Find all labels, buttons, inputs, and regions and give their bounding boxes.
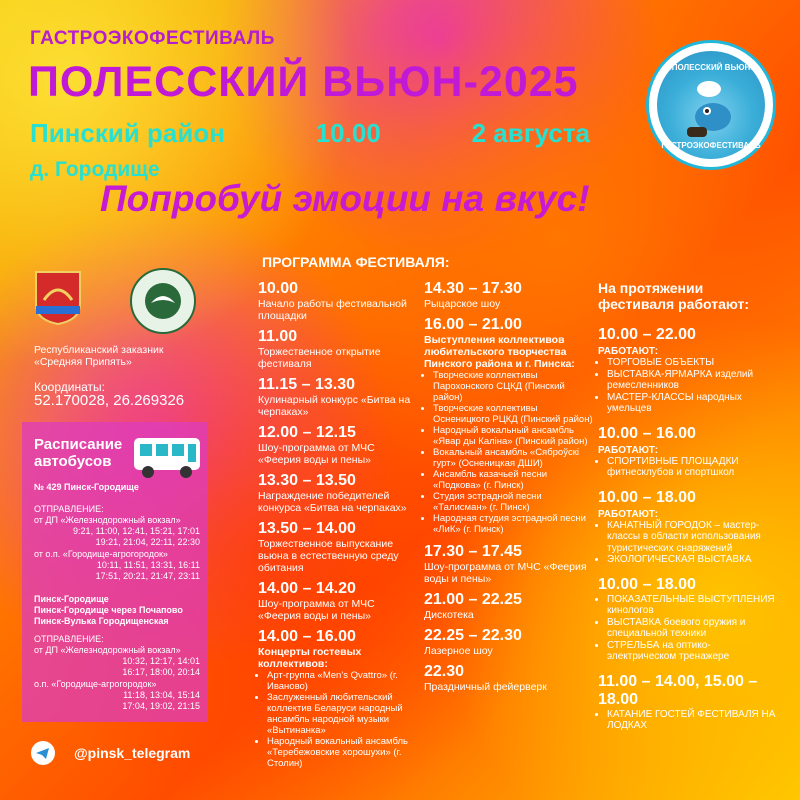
program-time: 22.30	[424, 663, 465, 680]
festival-title: ПОЛЕССКИЙ ВЬЮН-2025	[28, 58, 579, 106]
ongoing-block	[598, 425, 776, 479]
program-item	[258, 472, 418, 514]
bird-icon	[143, 281, 183, 321]
from-station-2: от ДП «Железнодорожный вокзал»	[34, 645, 181, 655]
program-time: 17.30 – 17.45	[424, 543, 522, 560]
list-item: • ТОРГОВЫЕ ОБЪЕКТЫ	[607, 357, 776, 369]
bus-icon	[132, 434, 204, 482]
program-item	[258, 520, 418, 574]
program-column-1	[258, 280, 418, 775]
times-gorodishche-2: 17:51, 20:21, 21:47, 23:11	[95, 571, 200, 581]
list-item: • ПОКАЗАТЕЛЬНЫЕ ВЫСТУПЛЕНИЯ кинологов	[607, 594, 776, 617]
program-item	[424, 591, 594, 621]
telegram-handle: @pinsk_telegram	[74, 745, 191, 761]
start-time: 10.00	[315, 118, 381, 148]
ongoing-block	[598, 673, 776, 732]
times-gorodishche-3: 11:18, 13:04, 15:14	[123, 690, 200, 700]
logo-top-text: «ПОЛЕССКИЙ ВЬЮН»	[667, 63, 755, 72]
list-item: • Народный вокальный ансамбль «Явар ды Каліна» (Пинский район)	[433, 425, 594, 447]
program-item: 16.00 – 21.00 Выступления коллективов любительского творчества Пинского района и г. Пинска: • Творческие коллективы Парохонского СЦКД (Пинский район) • Творческие коллективы Осненицкого РЦКД (Пинский район) • Народный вокальный ансамбль «Явар ды Каліна» (Пинский район) • Вокальный ансамбль «Сяброўскі гурт» (Осненицкая ДШИ) • Ансамбль казачьей песни «Подкова» (г. Пинск) • Студия эстрадной песни «Талисман» (г. Пинск) • Народная студия эстрадной песни «ЛиК» (г. Пинск)	[424, 316, 594, 535]
program-item: 14.00 – 16.00 Концерты гостевых коллективов: • Арт-группа «Men’s Qvattro» (г. Иваново) • Заслуженный любительский коллектив Беларуси народный ансамбль народной музыки «Вытинанка» • Народный вокальный ансамбль «Теребежовские хорошухи» (г. Столин)	[258, 628, 418, 769]
route-2b: Пинск-Городище через Почапово	[34, 605, 183, 615]
program-time: 11.00	[258, 328, 298, 345]
from-gorodishche: от о.п. «Городище-агрогородок»	[34, 549, 168, 559]
list-item: • МАСТЕР-КЛАССЫ народных умельцев	[607, 392, 776, 415]
program-item	[424, 663, 594, 693]
program-item	[258, 376, 418, 418]
program-time: 12.00 – 12.15	[258, 424, 356, 441]
program-desc: Шоу-программа от МЧС «Феерия воды и пены»	[424, 561, 587, 585]
program-column-3	[598, 280, 776, 742]
program-desc: Лазерное шоу	[424, 645, 493, 657]
ongoing-title: На протяжении фестиваля работают:	[598, 280, 750, 312]
program-item	[258, 424, 418, 466]
telegram-icon	[30, 740, 56, 766]
program-time: 14.00 – 14.20	[258, 580, 356, 597]
list-item: • Ансамбль казачьей песни «Подкова» (г. Пинск)	[433, 469, 594, 491]
list-item: • ВЫСТАВКА боевого оружия и специальной техники	[607, 617, 776, 640]
program-item	[258, 280, 418, 322]
times-station-4: 16:17, 18:00, 20:14	[122, 667, 200, 677]
list-item: • Заслуженный любительский коллектив Беларуси народный ансамбль народной музыки «Вытинанка»	[267, 692, 418, 736]
reserve-emblem	[130, 268, 196, 334]
ongoing-time: 10.00 – 18.00	[598, 488, 696, 506]
program-item	[258, 328, 418, 370]
village: д. Городище	[30, 158, 160, 181]
coat-of-arms-icon	[34, 270, 82, 326]
program-item	[258, 580, 418, 622]
program-desc: Шоу-программа от МЧС «Феерия воды и пены»	[258, 442, 375, 466]
ongoing-sub: РАБОТАЮТ:	[598, 346, 659, 357]
program-item: 14.30 – 17.30 Рыцарское шоу	[424, 280, 522, 310]
program-item	[424, 627, 594, 657]
logo-bottom-text: ГАСТРОЭКОФЕСТИВАЛЬ	[661, 141, 761, 150]
reserve-name: Республиканский заказник «Средняя Припять»	[34, 344, 164, 368]
from-gorodishche-2: о.п. «Городище-агрогородок»	[34, 679, 157, 689]
program-desc: Праздничный фейерверк	[424, 681, 547, 693]
ongoing-block	[598, 489, 776, 566]
festival-subtitle: ГАСТРОЭКОФЕСТИВАЛЬ	[30, 28, 275, 49]
list-item: • Творческие коллективы Осненицкого РЦКД (Пинский район)	[433, 403, 594, 425]
departure-label: ОТПРАВЛЕНИЕ:	[34, 504, 104, 514]
program-title: ПРОГРАММА ФЕСТИВАЛЯ:	[262, 254, 450, 270]
program-desc: Награждение победителей конкурса «Битва на черпаках»	[258, 490, 407, 514]
times-gorodishche-4: 17:04, 19:02, 21:15	[122, 701, 200, 711]
ongoing-block	[598, 576, 776, 663]
festival-date: 2 августа	[471, 118, 590, 148]
location-line	[30, 118, 590, 149]
program-time: 11.15 – 13.30	[258, 376, 355, 393]
program-time: 10.00	[258, 280, 299, 297]
program-desc: Дискотека	[424, 609, 474, 621]
coords-value: 52.170028, 26.269326	[34, 392, 185, 409]
program-time: 22.25 – 22.30	[424, 627, 522, 644]
slogan: Попробуй эмоции на вкус!	[100, 178, 590, 219]
program-desc: Шоу-программа от МЧС «Феерия воды и пены»	[258, 598, 375, 622]
ongoing-time: 10.00 – 16.00	[598, 424, 696, 442]
route-429: № 429 Пинск-Городище	[34, 482, 139, 492]
list-item: • КАТАНИЕ ГОСТЕЙ ФЕСТИВАЛЯ НА ЛОДКАХ	[607, 709, 776, 732]
list-item: • Народная студия эстрадной песни «ЛиК» (г. Пинск)	[433, 513, 594, 535]
list-item: • КАНАТНЫЙ ГОРОДОК – мастер-классы в области использования туристических снаряжений	[607, 520, 776, 555]
festival-logo	[646, 40, 776, 170]
list-item: • ВЫСТАВКА-ЯРМАРКА изделий ремесленников	[607, 369, 776, 392]
program-desc: Торжественное выпускание вьюна в естественную среду обитания	[258, 538, 399, 574]
bus-title: Расписание автобусов	[34, 436, 123, 470]
list-item: • ЭКОЛОГИЧЕСКАЯ ВЫСТАВКА	[607, 554, 776, 566]
route-2a: Пинск-Городище	[34, 594, 109, 604]
times-station-1: 9:21, 11:00, 12:41, 15:21, 17:01	[73, 526, 200, 536]
times-station-3: 10:32, 12:17, 14:01	[122, 656, 200, 666]
from-station: от ДП «Железнодорожный вокзал»	[34, 515, 181, 525]
times-gorodishche-1: 10:11, 11:51, 13:31, 16:11	[96, 560, 200, 570]
program-column-2	[424, 280, 594, 699]
fish-chef-icon	[657, 51, 765, 159]
ongoing-block	[598, 326, 776, 415]
departure-label-2: ОТПРАВЛЕНИЕ:	[34, 634, 104, 644]
ongoing-sub: РАБОТАЮТ:	[598, 508, 659, 520]
ongoing-sub: РАБОТАЮТ:	[598, 444, 659, 456]
program-time: 21.00 – 22.25	[424, 591, 522, 608]
list-item: • Вокальный ансамбль «Сяброўскі гурт» (Осненицкая ДШИ)	[433, 447, 594, 469]
district: Пинский район	[30, 118, 225, 148]
list-item: • Студия эстрадной песни «Талисман» (г. Пинск)	[433, 491, 594, 513]
telegram-link[interactable]	[30, 740, 190, 766]
list-item: • Арт-группа «Men’s Qvattro» (г. Иваново)	[267, 670, 418, 692]
ongoing-time: 10.00 – 22.00	[598, 326, 696, 343]
times-station-2: 19:21, 21:04, 22:11, 22:30	[95, 537, 200, 547]
coords-label: Координаты:	[34, 380, 105, 394]
route-2c: Пинск-Вулька Городищенская	[34, 616, 169, 626]
program-time: 13.50 – 14.00	[258, 520, 356, 537]
program-time: 13.30 – 13.50	[258, 472, 356, 489]
program-desc: Начало работы фестивальной площадки	[258, 298, 407, 322]
list-item: • СПОРТИВНЫЕ ПЛОЩАДКИ фитнесклубов и спортшкол	[607, 456, 776, 479]
program-desc: Кулинарный конкурс «Битва на черпаках»	[258, 394, 411, 418]
program-item	[424, 543, 594, 585]
bus-schedule	[22, 422, 208, 722]
ongoing-time: 11.00 – 14.00, 15.00 – 18.00	[598, 672, 758, 708]
ongoing-time: 10.00 – 18.00	[598, 575, 696, 593]
list-item: • СТРЕЛЬБА на оптико-электрическом тренажере	[607, 640, 776, 663]
list-item: • Народный вокальный ансамбль «Теребежовские хорошухи» (г. Столин)	[267, 736, 418, 769]
list-item: • Творческие коллективы Парохонского СЦКД (Пинский район)	[433, 370, 594, 403]
program-desc: Торжественное открытие фестиваля	[258, 346, 381, 370]
fish-icon	[679, 77, 743, 141]
